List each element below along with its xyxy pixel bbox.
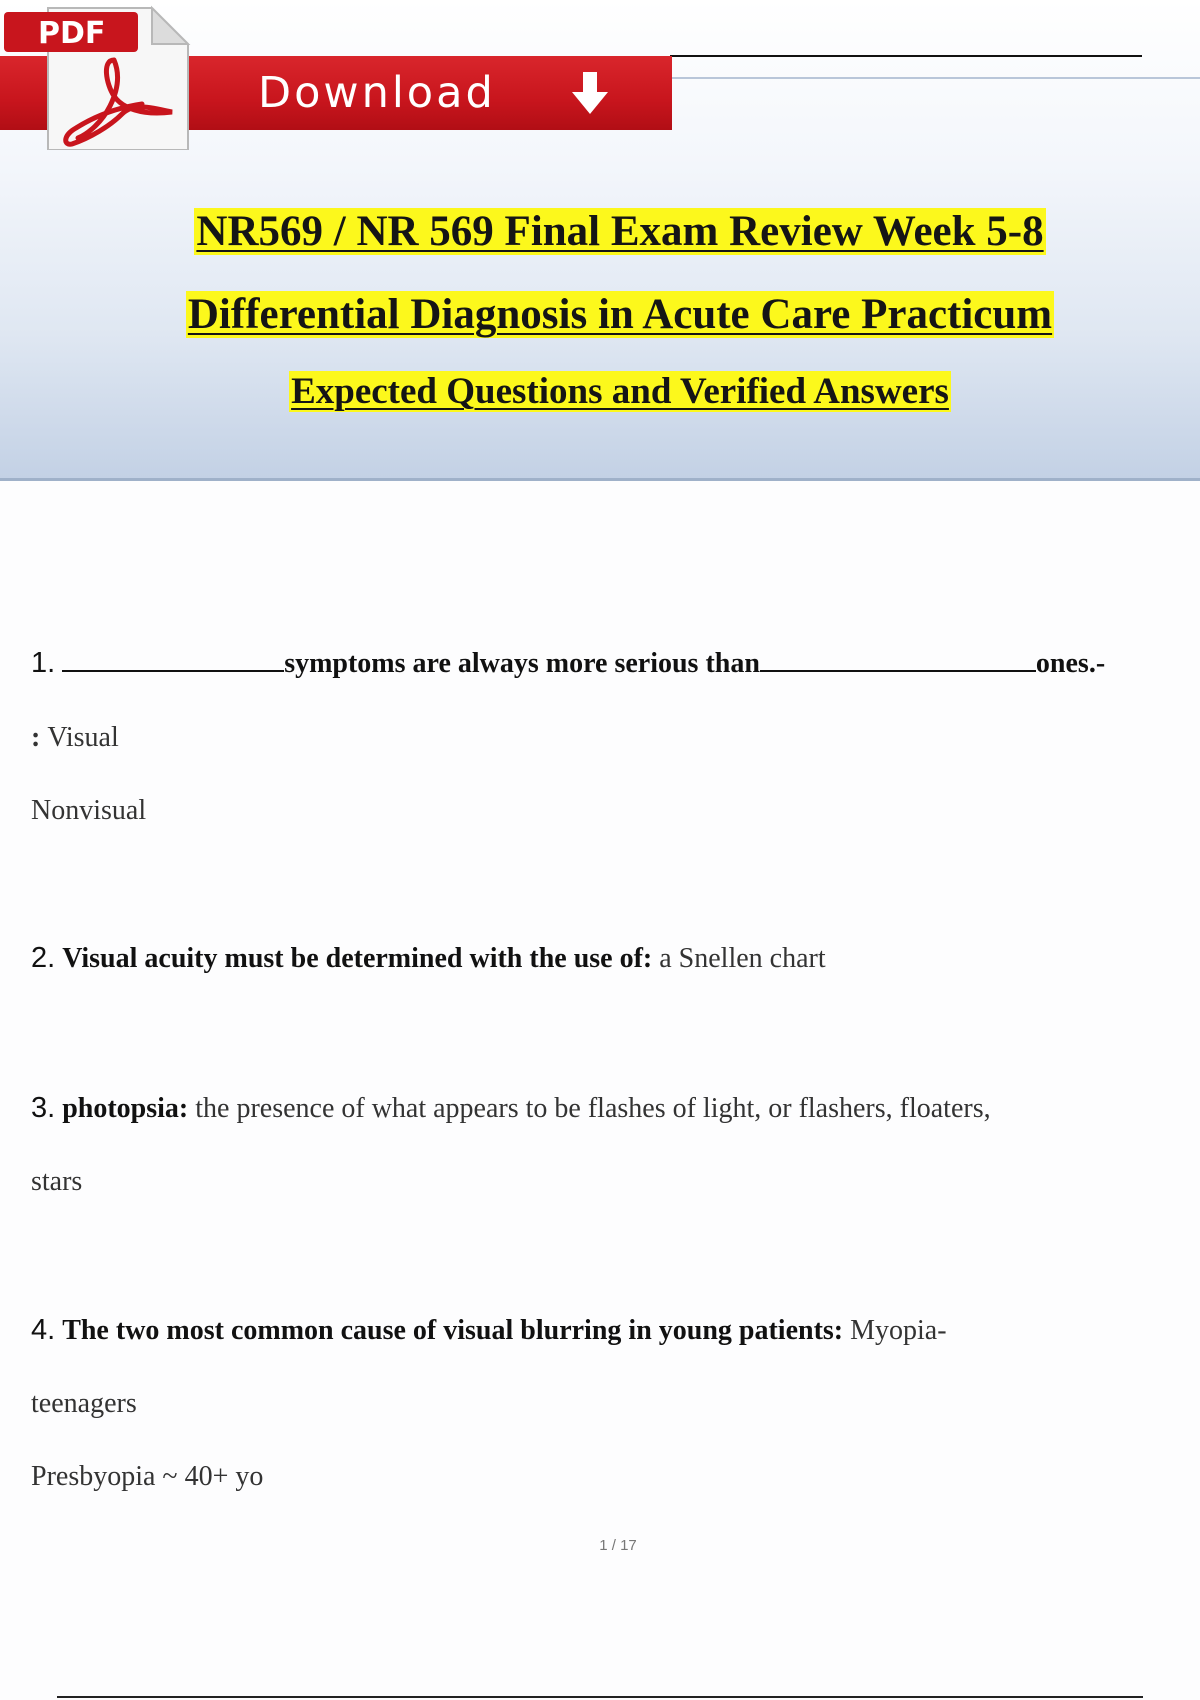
answer-blank (760, 646, 1036, 672)
question-4 (31, 1314, 1191, 1347)
question-text: symptoms are always more serious than (284, 648, 760, 679)
answer-line: teenagers (31, 1388, 137, 1419)
document-title-line-1: NR569 / NR 569 Final Exam Review Week 5-8 (196, 208, 1044, 255)
download-label: Download (258, 68, 496, 118)
question-number: 4. (31, 1314, 56, 1346)
question-number: 3. (31, 1092, 56, 1124)
question-number: 1. (31, 647, 56, 679)
question-text: The two most common cause of visual blurring in young patients: (62, 1315, 844, 1346)
header-rule-secondary (672, 77, 1200, 79)
answer-text: the presence of what appears to be flashes of light, or flashers, floaters, (195, 1093, 991, 1124)
pdf-file-icon[interactable] (2, 4, 192, 150)
question-text: Visual acuity must be determined with the use of: (62, 943, 653, 974)
document-subtitle: Expected Questions and Verified Answers (291, 371, 949, 412)
answer-text: Myopia- (850, 1315, 947, 1346)
question-text: photopsia: (62, 1093, 189, 1124)
footer-rule (57, 1696, 1143, 1698)
answer-line: Presbyopia ~ 40+ yo (31, 1461, 264, 1492)
answer-blank (62, 646, 284, 672)
answer-text: a Snellen chart (659, 943, 826, 974)
question-3 (31, 1092, 1191, 1125)
answer-line: stars (31, 1166, 83, 1197)
page-indicator: 1 / 17 (599, 1537, 637, 1554)
question-2 (31, 942, 1191, 975)
pdf-badge-text: PDF (38, 16, 106, 51)
question-number: 2. (31, 942, 56, 974)
question-1 (31, 646, 1191, 680)
document-title-line-2: Differential Diagnosis in Acute Care Practicum (187, 291, 1053, 338)
question-text: ones.- (1035, 648, 1106, 679)
answer-line: : Visual (31, 722, 119, 753)
download-arrow-icon (566, 70, 614, 118)
answer-line: Nonvisual (31, 795, 147, 826)
header-rule (670, 55, 1142, 57)
